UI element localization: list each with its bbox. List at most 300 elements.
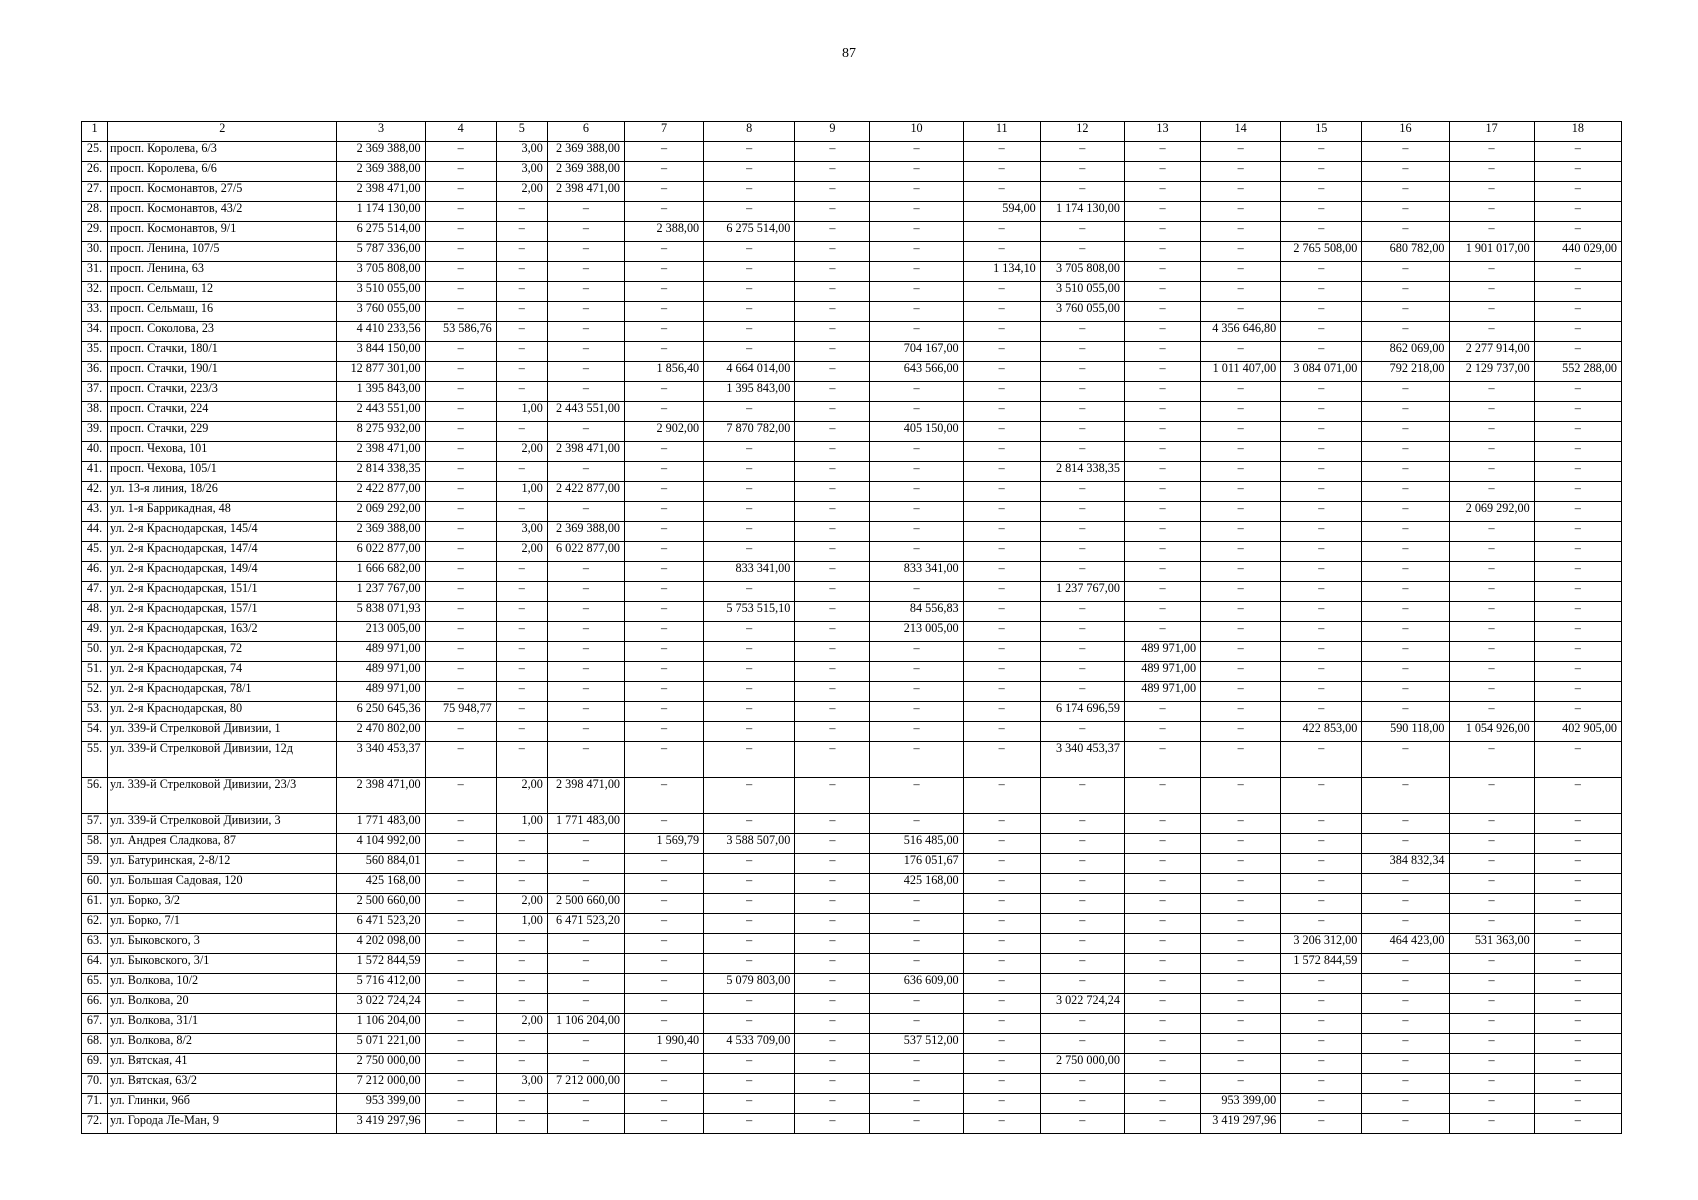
value-cell: – [704,742,795,778]
value-cell: – [963,382,1040,402]
value-cell: – [795,162,870,182]
value-cell: 489 971,00 [1124,662,1200,682]
address-cell: ул. 2-я Краснодарская, 151/1 [108,582,337,602]
value-cell: – [1040,422,1124,442]
value-cell: – [1201,874,1281,894]
table-row [82,422,1622,442]
value-cell: 3 588 507,00 [704,834,795,854]
address-cell: просп. Космонавтов, 9/1 [108,222,337,242]
value-cell: 2 369 388,00 [337,142,425,162]
address-cell: ул. 2-я Краснодарская, 145/4 [108,522,337,542]
value-cell: – [963,162,1040,182]
value-cell: – [1124,362,1200,382]
value-cell: – [1201,914,1281,934]
value-cell: – [1362,282,1449,302]
value-cell: – [625,722,704,742]
row-number: 45. [82,542,108,562]
value-cell: – [1124,874,1200,894]
column-header: 7 [625,122,704,142]
value-cell: 2 470 802,00 [337,722,425,742]
value-cell: – [425,814,496,834]
value-cell: 2 369 388,00 [547,142,624,162]
value-cell: – [1362,1094,1449,1114]
value-cell: 2 277 914,00 [1449,342,1534,362]
value-cell: – [1124,722,1200,742]
value-cell: 2,00 [496,894,547,914]
value-cell: 464 423,00 [1362,934,1449,954]
value-cell: – [795,934,870,954]
value-cell: – [795,682,870,702]
address-cell: ул. 2-я Краснодарская, 78/1 [108,682,337,702]
value-cell: – [1534,954,1621,974]
value-cell: – [963,1094,1040,1114]
value-cell: – [870,182,963,202]
value-cell: – [1040,894,1124,914]
value-cell: – [1362,142,1449,162]
value-cell: 2 765 508,00 [1281,242,1362,262]
row-number: 34. [82,322,108,342]
value-cell: – [1534,322,1621,342]
value-cell: – [795,242,870,262]
value-cell: – [795,462,870,482]
value-cell: 4 202 098,00 [337,934,425,954]
row-number: 71. [82,1094,108,1114]
value-cell: – [425,342,496,362]
row-number: 66. [82,994,108,1014]
value-cell: 680 782,00 [1362,242,1449,262]
value-cell: – [704,1014,795,1034]
value-cell: 2,00 [496,182,547,202]
value-cell: – [1362,402,1449,422]
value-cell: – [704,242,795,262]
value-cell: – [625,894,704,914]
table-row [82,1074,1622,1094]
value-cell: – [1281,874,1362,894]
address-cell: ул. Волкова, 20 [108,994,337,1014]
value-cell: – [963,662,1040,682]
value-cell: – [425,162,496,182]
value-cell: – [1449,1014,1534,1034]
value-cell: – [704,262,795,282]
value-cell: – [870,1074,963,1094]
value-cell: 531 363,00 [1449,934,1534,954]
table-row [82,934,1622,954]
value-cell: – [1124,934,1200,954]
address-cell: ул. Большая Садовая, 120 [108,874,337,894]
value-cell: 5 071 221,00 [337,1034,425,1054]
value-cell: – [425,778,496,814]
value-cell: – [425,522,496,542]
value-cell: – [1281,502,1362,522]
address-cell: ул. 2-я Краснодарская, 72 [108,642,337,662]
value-cell: – [963,182,1040,202]
value-cell: – [1124,502,1200,522]
value-cell: – [625,242,704,262]
value-cell: – [496,242,547,262]
row-number: 70. [82,1074,108,1094]
value-cell: – [795,602,870,622]
value-cell: – [625,342,704,362]
value-cell: – [795,994,870,1014]
value-cell: 5 716 412,00 [337,974,425,994]
value-cell: – [795,442,870,462]
value-cell: – [1201,778,1281,814]
value-cell: – [425,974,496,994]
value-cell: 3 022 724,24 [337,994,425,1014]
address-cell: ул. Быковского, 3 [108,934,337,954]
value-cell: – [963,222,1040,242]
value-cell: – [1201,1074,1281,1094]
address-cell: ул. Батуринская, 2-8/12 [108,854,337,874]
value-cell: 440 029,00 [1534,242,1621,262]
value-cell: 6 022 877,00 [547,542,624,562]
address-cell: просп. Стачки, 190/1 [108,362,337,382]
value-cell: – [870,582,963,602]
value-cell: – [704,722,795,742]
value-cell: – [1534,874,1621,894]
value-cell: – [795,854,870,874]
value-cell: 3 340 453,37 [1040,742,1124,778]
value-cell: – [425,362,496,382]
address-cell: ул. Борко, 3/2 [108,894,337,914]
value-cell: – [704,894,795,914]
value-cell: – [1201,422,1281,442]
value-cell: 4 533 709,00 [704,1034,795,1054]
value-cell: 2 369 388,00 [547,522,624,542]
value-cell: – [1449,702,1534,722]
value-cell: – [496,382,547,402]
address-cell: ул. Быковского, 3/1 [108,954,337,974]
value-cell: – [425,482,496,502]
value-cell: – [1281,382,1362,402]
value-cell: – [795,362,870,382]
value-cell: 3 705 808,00 [337,262,425,282]
value-cell: – [963,814,1040,834]
value-cell: 489 971,00 [337,682,425,702]
value-cell: – [795,382,870,402]
value-cell: – [1124,482,1200,502]
table-row [82,382,1622,402]
value-cell: – [496,974,547,994]
value-cell: – [963,282,1040,302]
value-cell: – [870,662,963,682]
value-cell: – [1201,142,1281,162]
value-cell: 2 422 877,00 [337,482,425,502]
value-cell: – [625,282,704,302]
value-cell: – [425,182,496,202]
value-cell: – [1534,422,1621,442]
value-cell: – [1124,914,1200,934]
value-cell: 1 011 407,00 [1201,362,1281,382]
value-cell: – [1124,282,1200,302]
value-cell: – [1281,682,1362,702]
value-cell: 402 905,00 [1534,722,1621,742]
value-cell: – [547,622,624,642]
value-cell: – [625,582,704,602]
address-cell: просп. Стачки, 223/3 [108,382,337,402]
value-cell: – [547,302,624,322]
value-cell: – [1040,1014,1124,1034]
value-cell: – [1449,582,1534,602]
value-cell: – [870,934,963,954]
value-cell: – [1534,182,1621,202]
table-row [82,502,1622,522]
address-cell: ул. 339-й Стрелковой Дивизии, 12д [108,742,337,778]
value-cell: 489 971,00 [337,662,425,682]
value-cell: – [704,874,795,894]
value-cell: 1 572 844,59 [337,954,425,974]
value-cell: – [1201,834,1281,854]
value-cell: – [795,542,870,562]
value-cell: – [547,854,624,874]
value-cell: – [1040,662,1124,682]
value-cell: – [963,742,1040,778]
row-number: 38. [82,402,108,422]
value-cell: 3 022 724,24 [1040,994,1124,1014]
value-cell: – [1362,562,1449,582]
value-cell: – [625,482,704,502]
value-cell: 3 705 808,00 [1040,262,1124,282]
value-cell: – [625,302,704,322]
value-cell: – [1124,202,1200,222]
address-cell: ул. 2-я Краснодарская, 157/1 [108,602,337,622]
value-cell: 516 485,00 [870,834,963,854]
value-cell: – [1124,1094,1200,1114]
value-cell: – [625,502,704,522]
value-cell: – [1534,974,1621,994]
value-cell: – [1281,1074,1362,1094]
value-cell: 2 902,00 [625,422,704,442]
value-cell: – [795,1034,870,1054]
value-cell: – [963,914,1040,934]
value-cell: – [963,422,1040,442]
value-cell: – [1362,202,1449,222]
value-cell: – [1534,282,1621,302]
value-cell: – [1362,662,1449,682]
value-cell: – [1534,1114,1621,1134]
value-cell: – [1362,162,1449,182]
value-cell: – [1040,1034,1124,1054]
value-cell: – [547,562,624,582]
value-cell: – [1534,834,1621,854]
value-cell: – [496,322,547,342]
value-cell: – [704,954,795,974]
table-row [82,562,1622,582]
row-number: 62. [82,914,108,934]
value-cell: – [425,642,496,662]
value-cell: – [1201,502,1281,522]
value-cell: – [704,162,795,182]
value-cell: – [1534,1054,1621,1074]
value-cell: – [547,382,624,402]
value-cell: – [1124,142,1200,162]
value-cell: 6 275 514,00 [337,222,425,242]
value-cell: – [1362,1014,1449,1034]
value-cell: – [547,662,624,682]
value-cell: – [1201,282,1281,302]
value-cell: – [496,874,547,894]
value-cell: – [1362,642,1449,662]
value-cell: – [1362,622,1449,642]
value-cell: – [1449,142,1534,162]
value-cell: 1,00 [496,482,547,502]
value-cell: – [704,342,795,362]
value-cell: – [547,682,624,702]
value-cell: – [496,622,547,642]
value-cell: – [1281,342,1362,362]
address-cell: просп. Королева, 6/6 [108,162,337,182]
value-cell: 552 288,00 [1534,362,1621,382]
value-cell: – [547,974,624,994]
value-cell: 6 471 523,20 [547,914,624,934]
value-cell: – [1449,894,1534,914]
value-cell: 3 760 055,00 [337,302,425,322]
value-cell: – [547,362,624,382]
value-cell: – [1124,814,1200,834]
value-cell: 4 104 992,00 [337,834,425,854]
value-cell: – [1124,342,1200,362]
value-cell: 489 971,00 [337,642,425,662]
value-cell: – [496,562,547,582]
row-number: 58. [82,834,108,854]
value-cell: 422 853,00 [1281,722,1362,742]
value-cell: – [963,642,1040,662]
value-cell: 1 771 483,00 [547,814,624,834]
value-cell: – [425,442,496,462]
value-cell: – [1040,602,1124,622]
address-cell: просп. Чехова, 101 [108,442,337,462]
table-row [82,282,1622,302]
value-cell: 833 341,00 [870,562,963,582]
table-row [82,702,1622,722]
column-header: 5 [496,122,547,142]
value-cell: 3 419 297,96 [1201,1114,1281,1134]
value-cell: – [547,602,624,622]
value-cell: – [496,662,547,682]
value-cell: – [1534,934,1621,954]
value-cell: 2 129 737,00 [1449,362,1534,382]
value-cell: – [1040,402,1124,422]
value-cell: 3 340 453,37 [337,742,425,778]
value-cell: 7 212 000,00 [337,1074,425,1094]
value-cell: – [795,182,870,202]
value-cell: – [963,682,1040,702]
row-number: 37. [82,382,108,402]
value-cell: – [1534,622,1621,642]
value-cell: – [1449,222,1534,242]
value-cell: – [1362,914,1449,934]
value-cell: – [425,202,496,222]
value-cell: – [1201,162,1281,182]
value-cell: – [1362,954,1449,974]
table-row [82,894,1622,914]
value-cell: – [1281,662,1362,682]
value-cell: – [1449,834,1534,854]
column-header: 18 [1534,122,1621,142]
value-cell: 862 069,00 [1362,342,1449,362]
value-cell: – [625,542,704,562]
value-cell: – [1124,622,1200,642]
value-cell: 2 443 551,00 [547,402,624,422]
value-cell: 6 471 523,20 [337,914,425,934]
value-cell: – [1449,282,1534,302]
value-cell: – [795,582,870,602]
value-cell: 5 838 071,93 [337,602,425,622]
value-cell: 1 237 767,00 [337,582,425,602]
value-cell: – [795,402,870,422]
value-cell: – [963,302,1040,322]
value-cell: – [870,202,963,222]
value-cell: – [425,462,496,482]
value-cell: – [425,142,496,162]
value-cell: – [1449,522,1534,542]
address-cell: ул. 2-я Краснодарская, 80 [108,702,337,722]
value-cell: – [1124,402,1200,422]
value-cell: – [1124,322,1200,342]
address-cell: ул. 2-я Краснодарская, 149/4 [108,562,337,582]
address-cell: ул. Волкова, 10/2 [108,974,337,994]
value-cell: – [625,202,704,222]
value-cell: – [1449,542,1534,562]
value-cell: – [795,422,870,442]
row-number: 40. [82,442,108,462]
value-cell: – [496,1034,547,1054]
row-number: 27. [82,182,108,202]
value-cell: 1 569,79 [625,834,704,854]
value-cell: – [425,662,496,682]
value-cell: – [625,442,704,462]
row-number: 51. [82,662,108,682]
value-cell: – [795,202,870,222]
column-header: 4 [425,122,496,142]
value-cell: 1 237 767,00 [1040,582,1124,602]
table-row [82,834,1622,854]
value-cell: – [625,1114,704,1134]
value-cell: – [1201,482,1281,502]
value-cell: – [1201,302,1281,322]
value-cell: – [870,302,963,322]
value-cell: – [963,1014,1040,1034]
value-cell: – [1281,522,1362,542]
value-cell: – [547,462,624,482]
value-cell: 3 510 055,00 [337,282,425,302]
value-cell: – [870,442,963,462]
value-cell: – [870,462,963,482]
value-cell: – [1281,974,1362,994]
table-row [82,742,1622,778]
table-body [82,142,1622,1134]
value-cell: – [1534,222,1621,242]
value-cell: – [704,994,795,1014]
value-cell: – [425,282,496,302]
address-cell: просп. Ленина, 63 [108,262,337,282]
value-cell: 1 134,10 [963,262,1040,282]
value-cell: – [1124,302,1200,322]
column-header: 15 [1281,122,1362,142]
value-cell: – [1040,482,1124,502]
value-cell: – [1281,742,1362,778]
value-cell: 8 275 932,00 [337,422,425,442]
value-cell: 3,00 [496,522,547,542]
value-cell: – [1449,854,1534,874]
address-cell: ул. 339-й Стрелковой Дивизии, 23/3 [108,778,337,814]
value-cell: – [1449,778,1534,814]
value-cell: – [547,874,624,894]
value-cell: – [1281,642,1362,662]
value-cell: – [795,302,870,322]
value-cell: – [1534,482,1621,502]
value-cell: – [1201,662,1281,682]
